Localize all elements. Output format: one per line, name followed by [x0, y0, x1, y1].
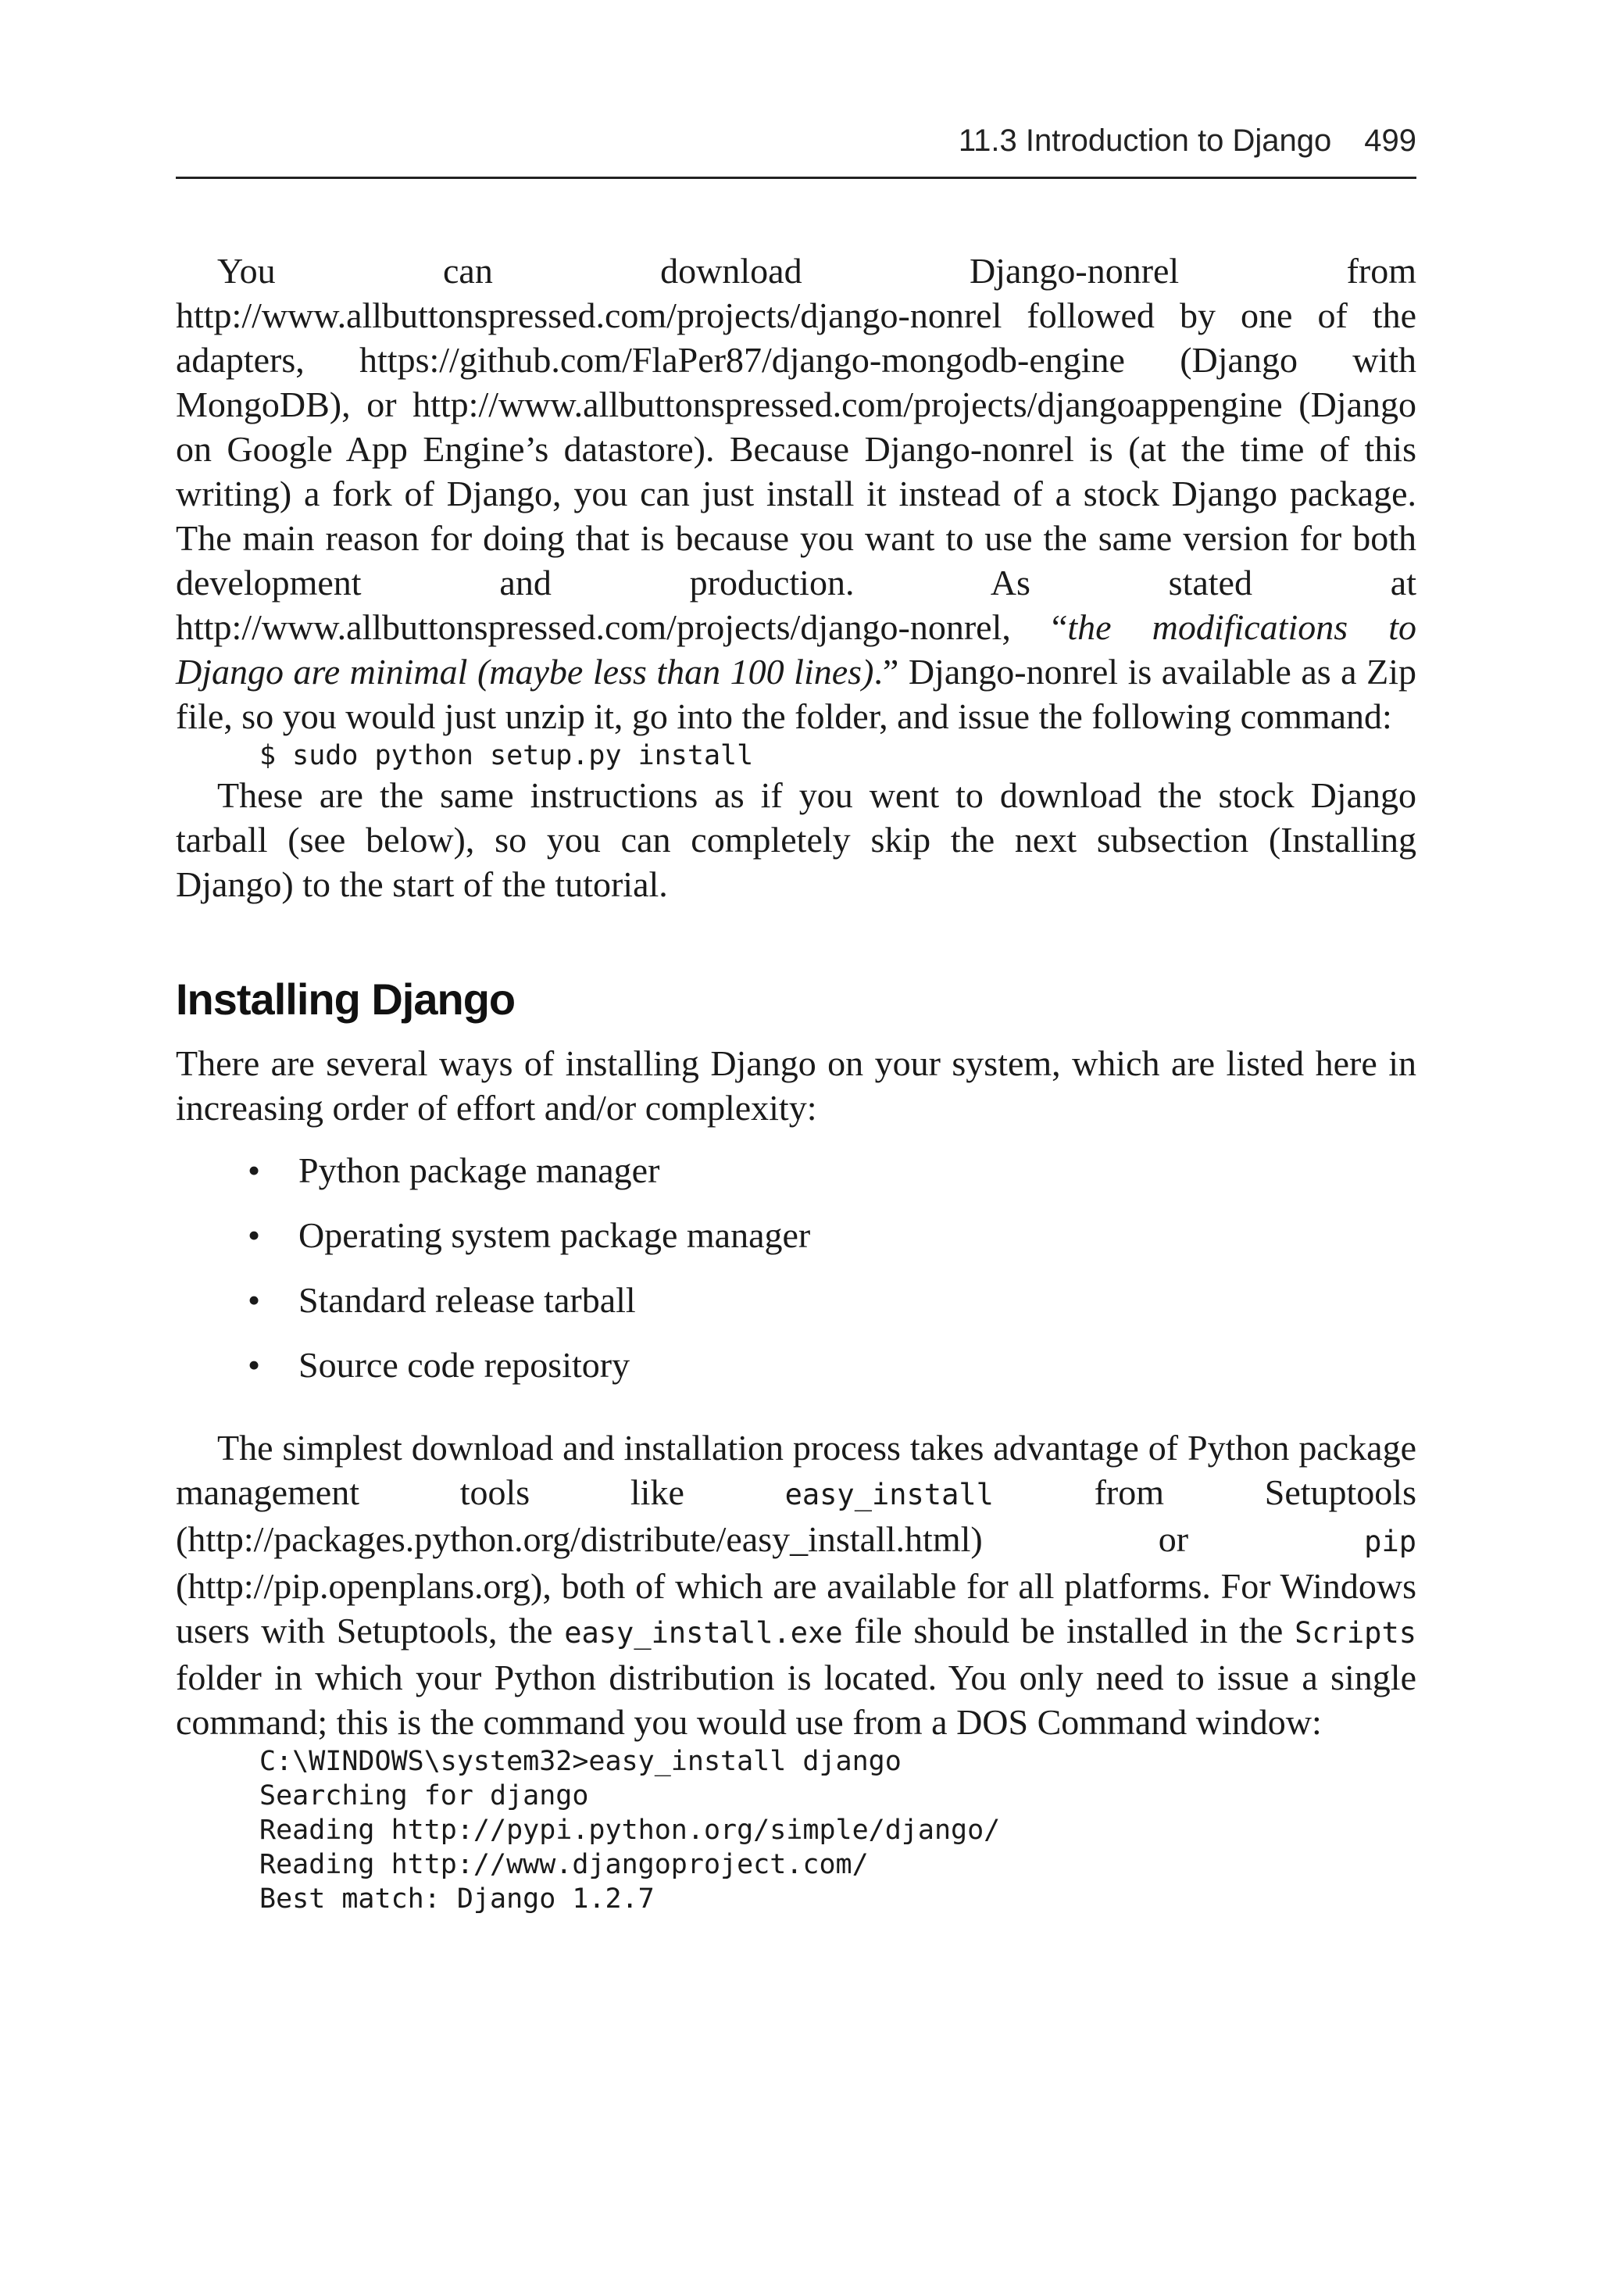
paragraph-django-nonrel [176, 249, 1416, 739]
quoted-text: the modifications to Django are minimal (maybe less than 100 lines) [176, 607, 1416, 692]
paragraph-text: from Setuptools (http://packages.python.org/distribute/easy_install.html) or [176, 1472, 1416, 1559]
running-head [959, 123, 1416, 159]
running-head-section: 11.3 Introduction to Django [958, 123, 1332, 158]
install-methods-list [176, 1148, 1416, 1407]
list-item-text: Operating system package manager [298, 1215, 811, 1255]
paragraph-text: folder in which your Python distribution is located. You only need to issue a single command; this is the command you would use from a DOS Command window: [176, 1658, 1416, 1742]
code-block-easy-install [176, 1744, 1416, 1916]
bullet-icon: • [248, 1345, 261, 1385]
page-body [176, 249, 1416, 1916]
paragraph-simplest-download [176, 1425, 1416, 1744]
code-line: Best match: Django 1.2.7 [259, 1883, 655, 1915]
code-line: Reading http://www.djangoproject.com/ [259, 1849, 869, 1880]
paragraph-text: You can download Django-nonrel from http://www.allbuttonspressed.com/projects/django-nonrel followed by one of the adapters, https://github.com/FlaPer87/django-mongodb-engine (Django with MongoDB), or http://www.allbuttonspressed.com/projects/djangoappengine (Django on Google App Engine’s datastore). Because Django-nonrel is (at the time of this writing) a fork of Django, you can just install it instead of a stock Django package. The main reason for doing that is because you want to use the same version for both development and production. As stated at http://www.allbuttonspressed.com/projects/django-nonrel, “ [176, 251, 1416, 647]
list-item-text: Python package manager [298, 1150, 660, 1190]
inline-code: Scripts [1295, 1616, 1416, 1650]
list-item [248, 1343, 1416, 1407]
inline-code: easy_install.exe [564, 1616, 843, 1650]
paragraph-text: (http://pip.openplans.org), both of which are available for all platforms. For Windows users with Setuptools, the [176, 1566, 1416, 1650]
bullet-icon: • [248, 1150, 261, 1190]
page-number: 499 [1364, 123, 1416, 158]
list-item [248, 1148, 1416, 1213]
list-item-text: Standard release tarball [298, 1280, 636, 1320]
bullet-icon: • [248, 1215, 261, 1255]
paragraph-text: The simplest download and installation process takes advantage of Python package management tools like [176, 1428, 1416, 1512]
paragraph-text: file should be installed in the [842, 1611, 1295, 1650]
list-item-text: Source code repository [298, 1345, 630, 1385]
code-line: Reading http://pypi.python.org/simple/django/ [259, 1815, 1001, 1846]
list-item [248, 1278, 1416, 1343]
inline-code: easy_install [784, 1478, 994, 1511]
paragraph-text: .” Django-nonrel is available as a Zip file, so you would just unzip it, go into the folder, and issue the following command: [176, 652, 1416, 736]
bullet-icon: • [248, 1280, 261, 1320]
code-line: C:\WINDOWS\system32>easy_install django [259, 1746, 902, 1777]
code-block-setup: $ sudo python setup.py install [259, 740, 754, 771]
section-heading: Installing Django [176, 975, 516, 1024]
header-rule [176, 177, 1416, 179]
inline-code: pip [1364, 1525, 1416, 1558]
code-line: Searching for django [259, 1780, 589, 1811]
paragraph-several-ways: There are several ways of installing Django on your system, which are listed here in increasing order of effort and/or complexity: [176, 1043, 1416, 1128]
paragraph-same-instructions: These are the same instructions as if you went to download the stock Django tarball (see below), so you can completely skip the next subsection (Installing Django) to the start of the tutorial. [176, 775, 1416, 904]
list-item [248, 1213, 1416, 1278]
